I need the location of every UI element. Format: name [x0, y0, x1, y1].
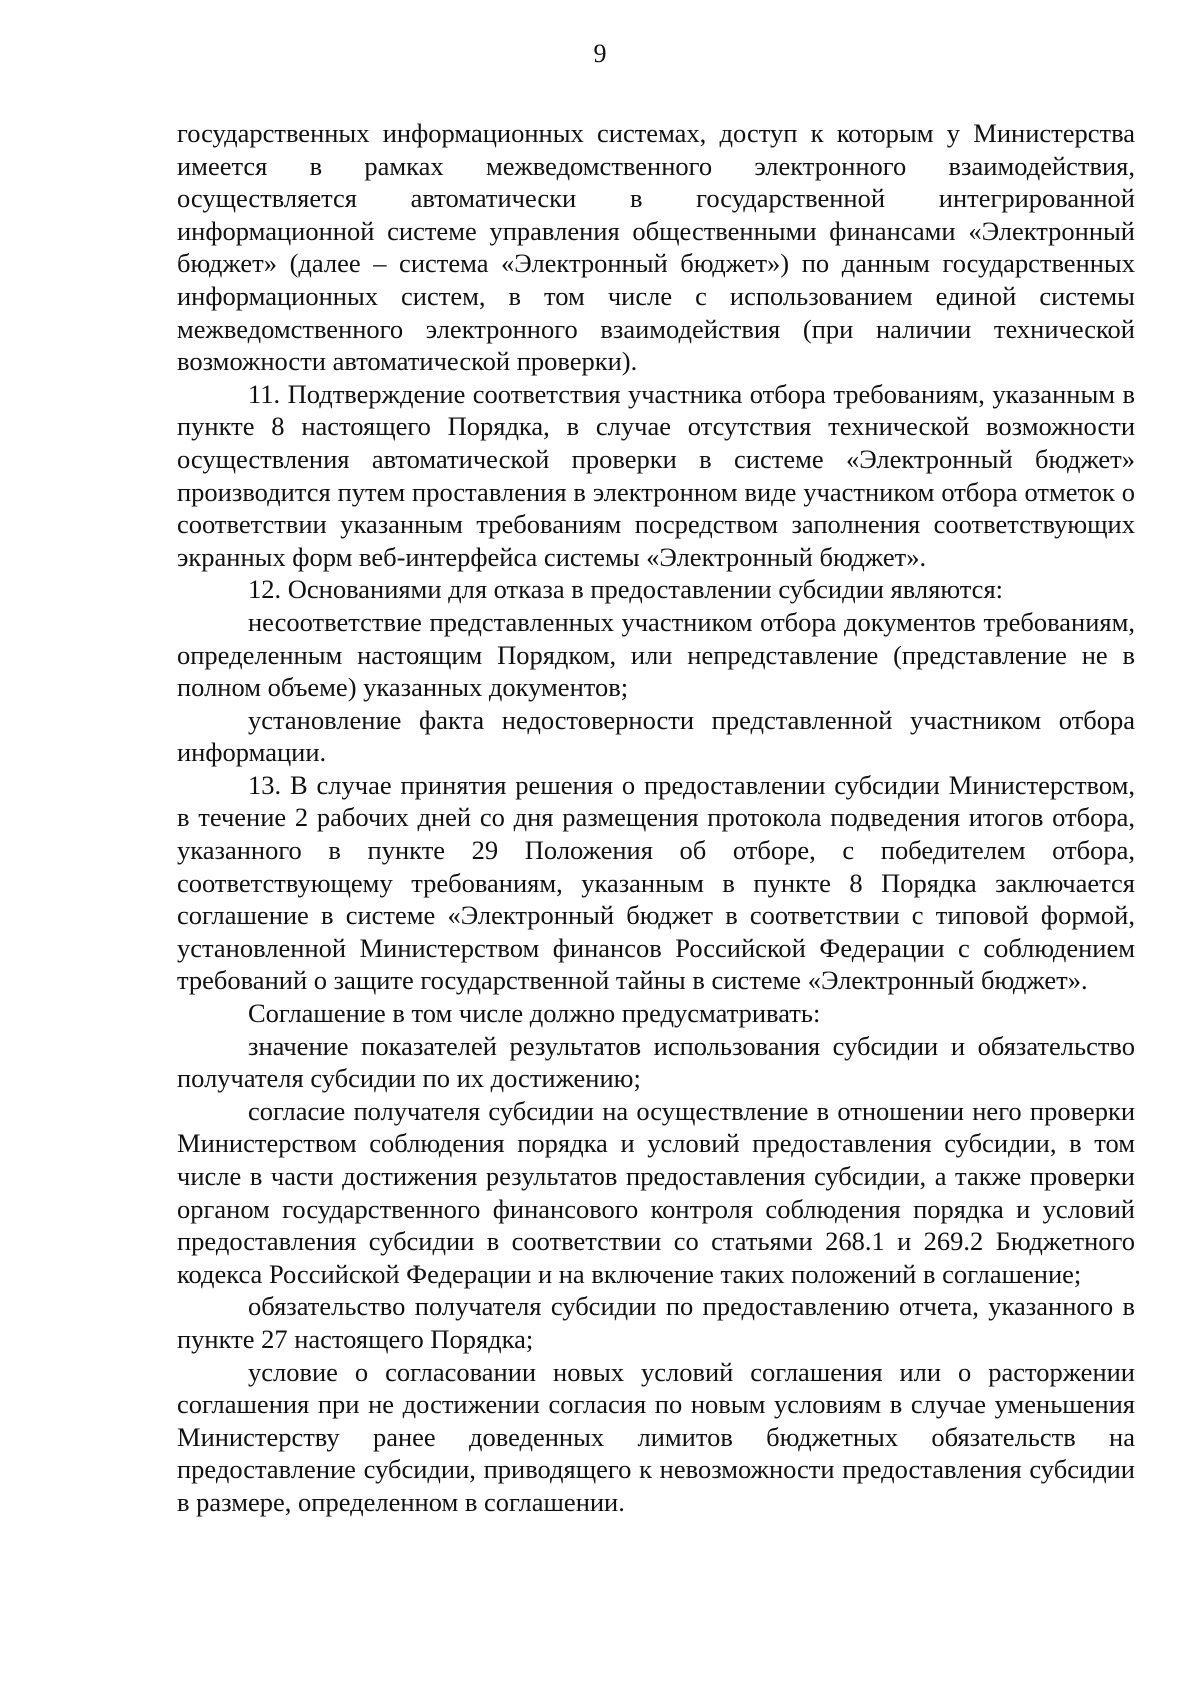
paragraph-refusal-ground-2: установление факта недостоверности представленной участником отбора информации. — [177, 704, 1135, 768]
paragraph-agreement-term-2: согласие получателя субсидии на осуществление в отношении него проверки Министерством соблюдения порядка и условий предоставления субсидии, в том числе в части достижения результатов предоставления субсидии, а также проверки органом государственного финансового контроля соблюдения порядка и условий предоставления субсидии в соответствии со статьями 268.1 и 269.2 Бюджетного кодекса Российской Федерации и на включение таких положений в соглашение; — [177, 1095, 1135, 1289]
paragraph-refusal-ground-1: несоответствие представленных участником отбора документов требованиям, определенным настоящим Порядком, или непредставление (представление не в полном объеме) указанных документов; — [177, 606, 1135, 703]
paragraph-item-13: 13. В случае принятия решения о предоставлении субсидии Министерством, в течение 2 рабочих дней со дня размещения протокола подведения итогов отбора, указанного в пункте 29 Положения об отборе, с победителем отбора, соответствующему требованиям, указанным в пункте 8 Порядка заключается соглашение в системе «Электронный бюджет в соответствии с типовой формой, установленной Министерством финансов Российской Федерации с соблюдением требований о защите государственной тайны в системе «Электронный бюджет». — [177, 769, 1135, 996]
paragraph-agreement-term-4: условие о согласовании новых условий соглашения или о расторжении соглашения при не достижении согласия по новым условиям в случае уменьшения Министерству ранее доведенных лимитов бюджетных обязательств на предоставление субсидии, приводящего к невозможности предоставления субсидии в размере, определенном в соглашении. — [177, 1356, 1135, 1517]
document-body — [177, 117, 1135, 1519]
paragraph-agreement-intro: Соглашение в том числе должно предусматривать: — [248, 998, 821, 1029]
paragraph-item-12: 12. Основаниями для отказа в предоставлении субсидии являются: — [248, 574, 1003, 605]
paragraph-agreement-term-3: обязательство получателя субсидии по предоставлению отчета, указанного в пункте 27 настоящего Порядка; — [177, 1291, 1135, 1354]
paragraph-agreement-term-1: значение показателей результатов использования субсидии и обязательство получателя субсидии по их достижению; — [177, 1030, 1135, 1094]
paragraph-item-11: 11. Подтверждение соответствия участника отбора требованиям, указанным в пункте 8 настоящего Порядка, в случае отсутствия технической возможности осуществления автоматической проверки в системе «Электронный бюджет» производится путем проставления в электронном виде участником отбора отметок о соответствии указанным требованиям посредством заполнения соответствующих экранных форм веб-интерфейса системы «Электронный бюджет». — [177, 378, 1135, 572]
paragraph-continuation: государственных информационных системах, доступ к которым у Министерства имеется в рамках межведомственного электронного взаимодействия, осуществляется автоматически в государственной интегрированной информационной системе управления общественными финансами «Электронный бюджет» (далее – система «Электронный бюджет») по данным государственных информационных систем, в том числе с использованием единой системы межведомственного электронного взаимодействия (при наличии технической возможности автоматической проверки). — [177, 118, 1135, 377]
page-number: 9 — [593, 39, 607, 68]
